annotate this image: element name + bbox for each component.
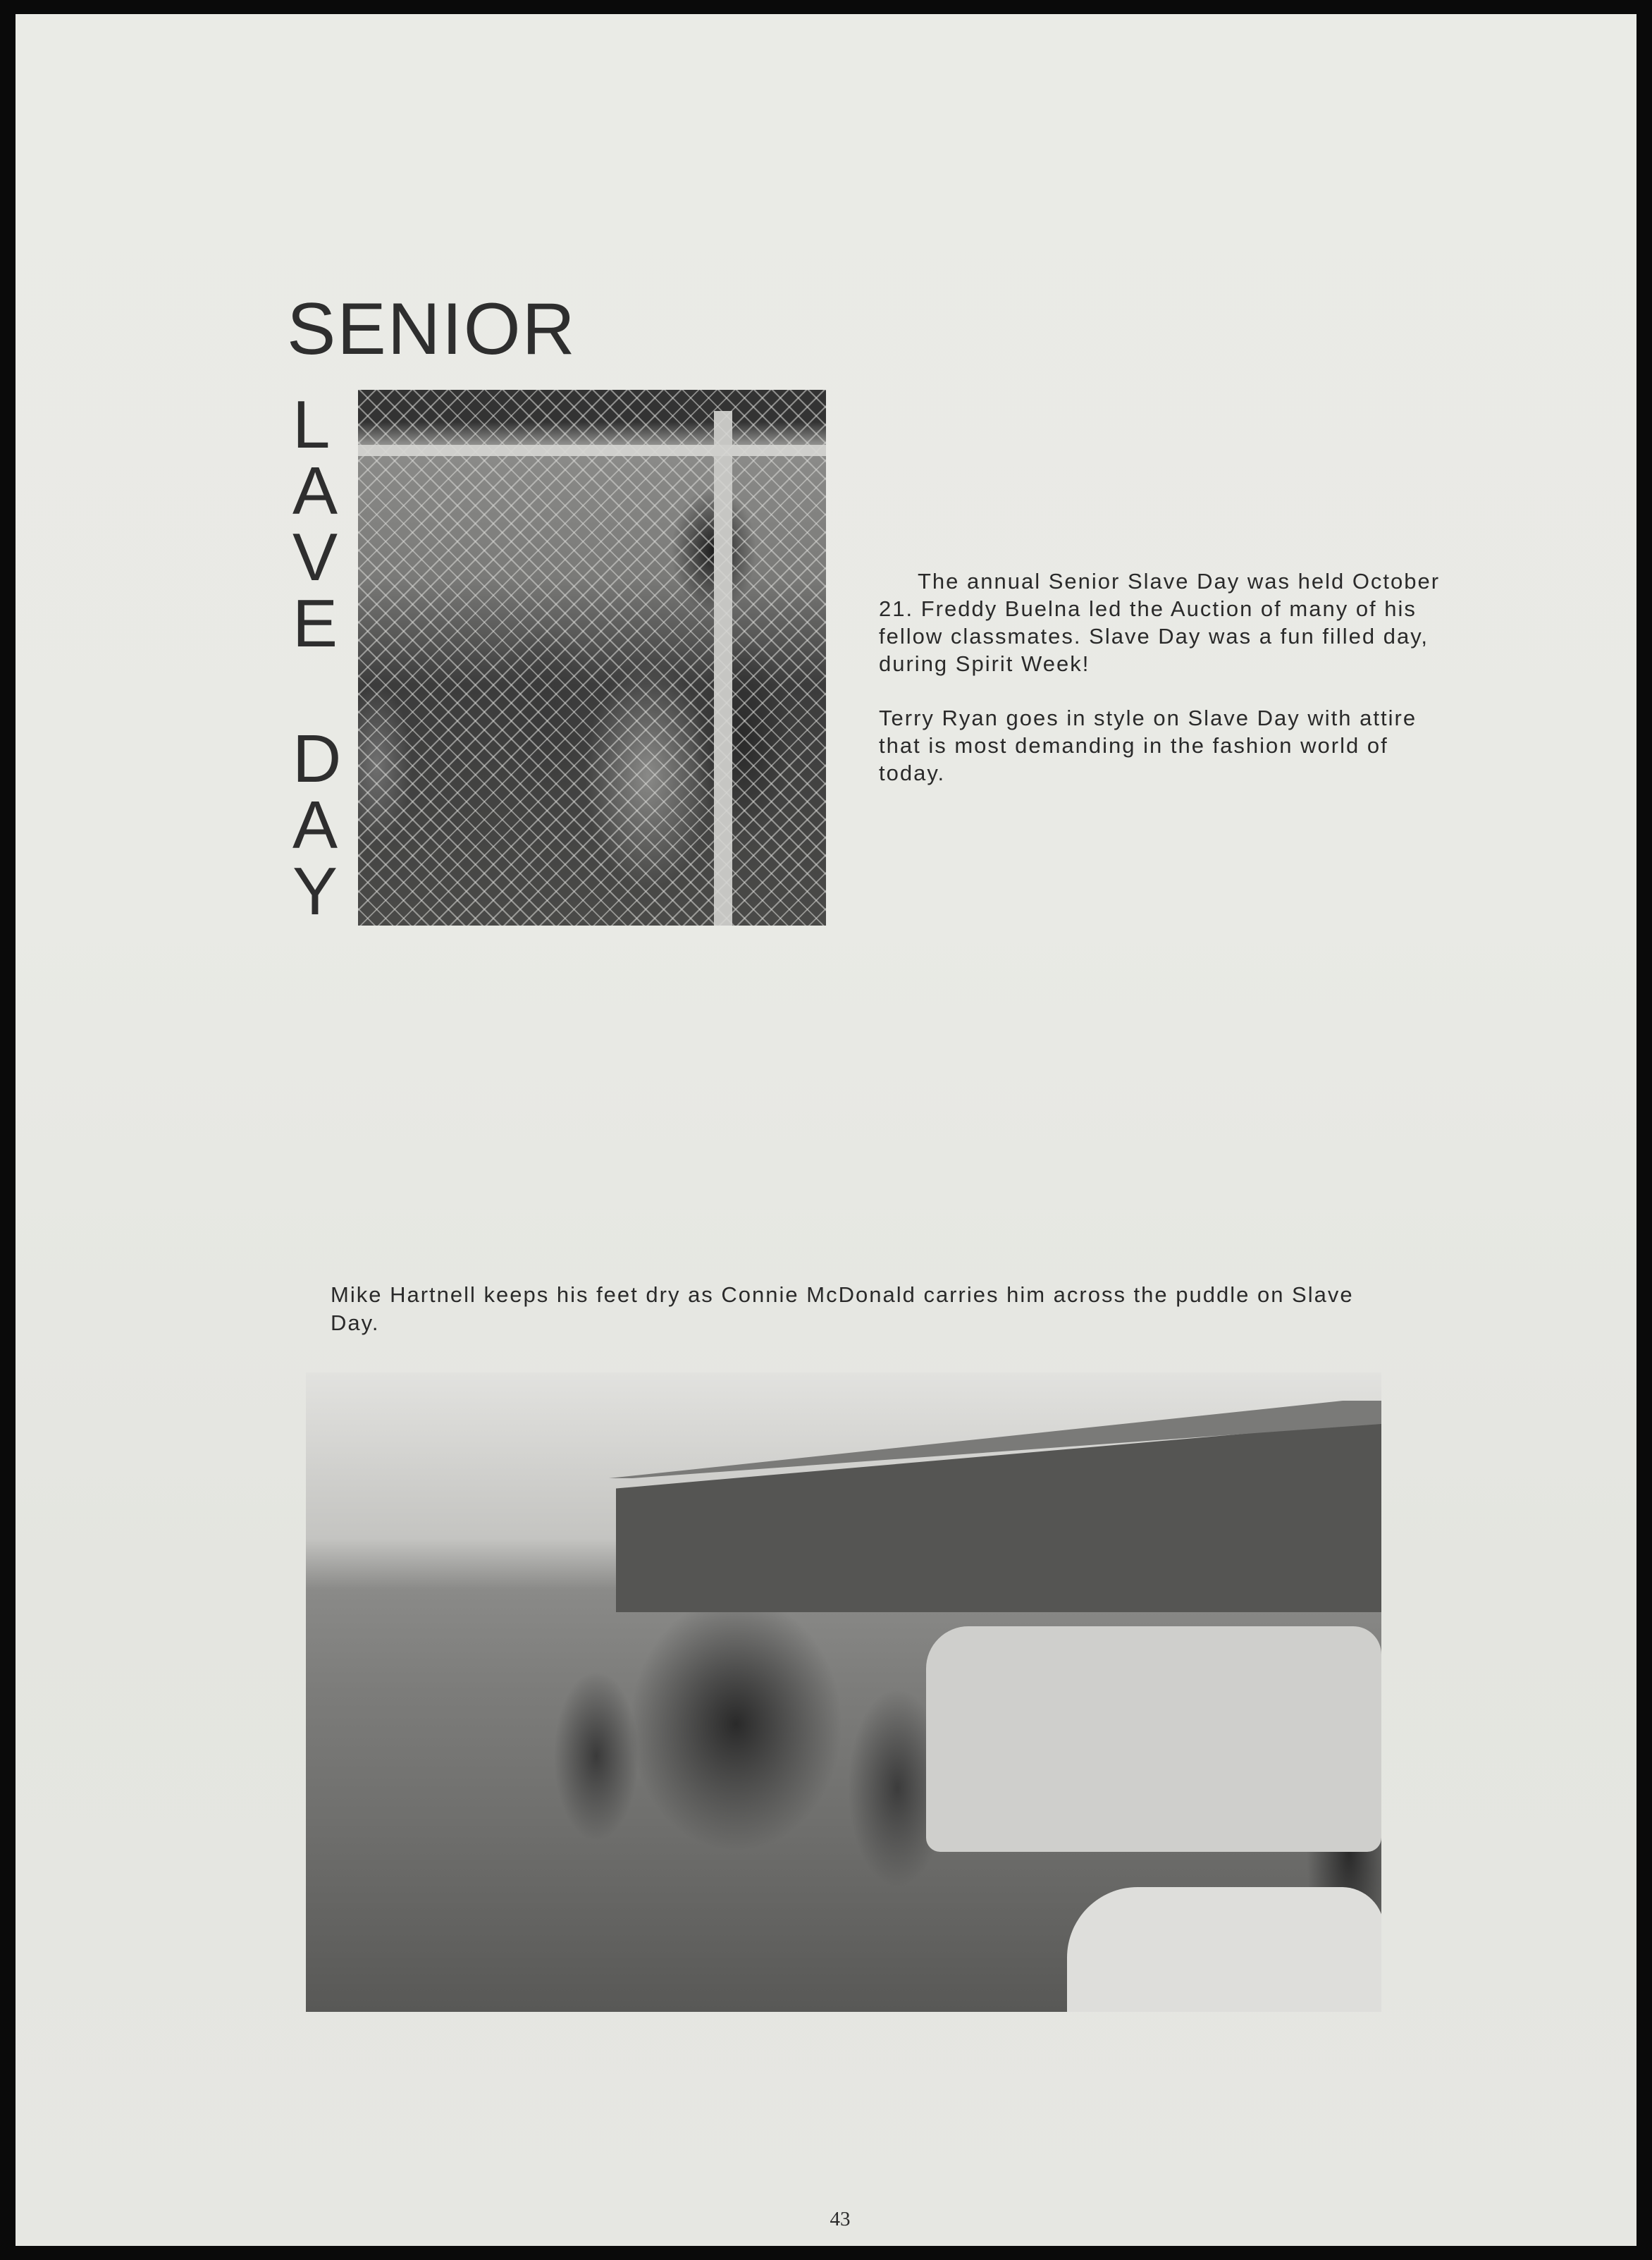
vertical-letter: V <box>292 520 338 595</box>
photo-caption-mike-hartnell: Mike Hartnell keeps his feet dry as Connie McDonald carries him across the puddle on Slave Day. <box>331 1282 1354 1335</box>
vertical-letter: Y <box>292 854 338 929</box>
photo-piggyback-parking-lot <box>306 1372 1381 2012</box>
article-paragraph: The annual Senior Slave Day was held October 21. Freddy Buelna led the Auction of many of his fellow classmates. Slave Day was a fun filled day, during Spirit Week! <box>879 569 1441 676</box>
heading-senior: SENIOR <box>287 288 577 370</box>
vertical-letter: A <box>292 787 338 863</box>
parked-car <box>926 1626 1381 1852</box>
article-text <box>879 567 1443 813</box>
parked-car-foreground <box>1067 1887 1381 2012</box>
chain-link-fence <box>358 390 826 926</box>
vertical-letter: D <box>292 721 342 797</box>
vertical-letter: E <box>292 586 338 661</box>
photo-caption-terry-ryan: Terry Ryan goes in style on Slave Day with attire that is most demanding in the fashion world of today. <box>879 706 1417 785</box>
vertical-letter: L <box>292 387 331 462</box>
yearbook-page <box>16 14 1636 2246</box>
photo-students-behind-fence <box>358 390 826 926</box>
page-number: 43 <box>830 2208 851 2230</box>
vertical-letter: A <box>292 453 338 529</box>
